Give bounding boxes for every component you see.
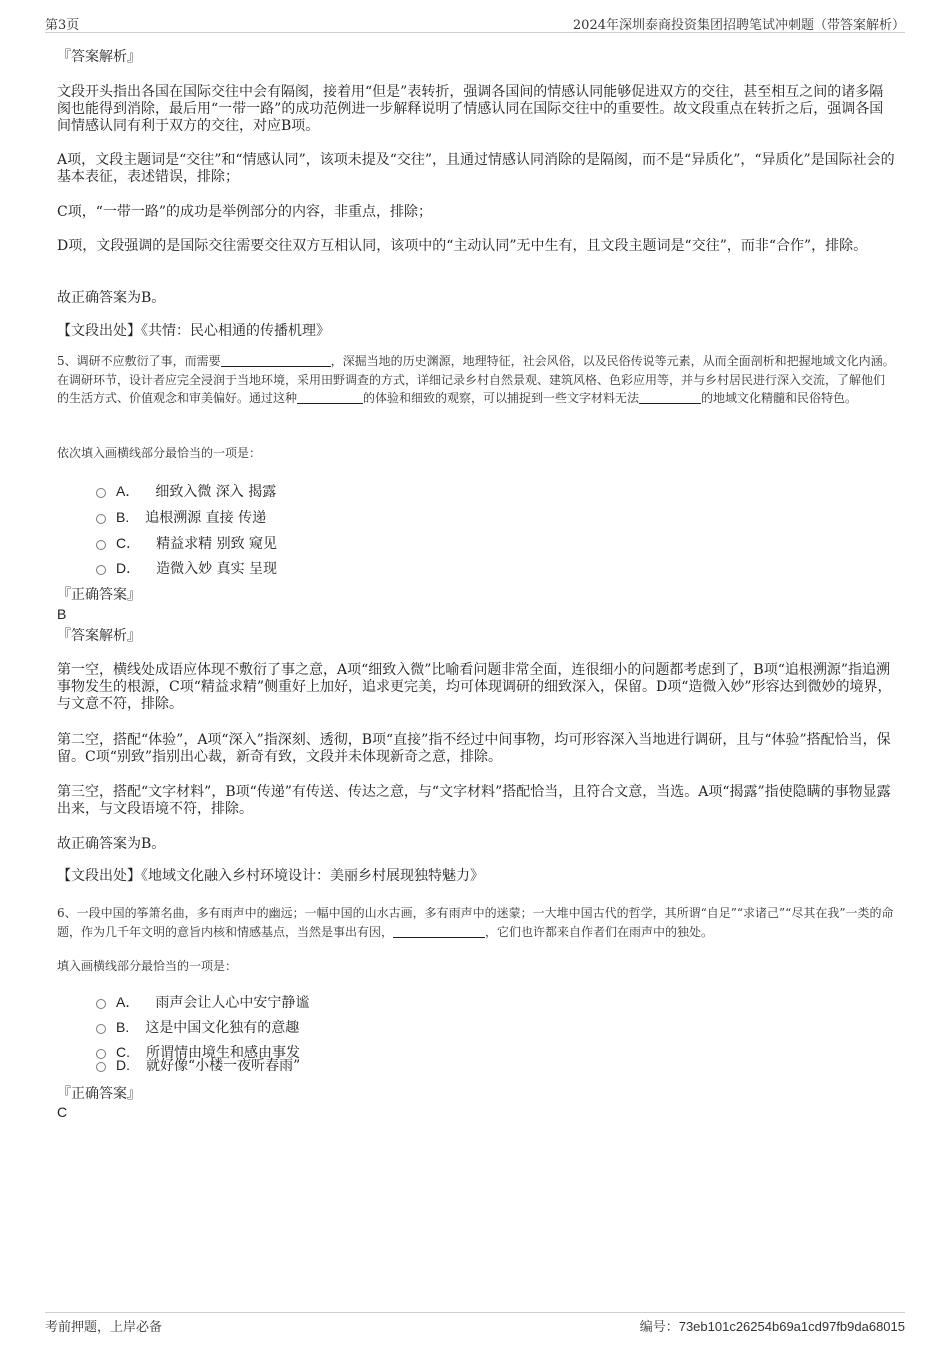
q5-analysis-3: 第三空，搭配“文字材料”，B项“传递”有传送、传达之意，与“文字材料”搭配恰当，且符合文意，当选。A项“揭露”指使隐瞒的事物显露出来，与文段语境不符，排除。 [57,784,891,817]
correct-answer: C [57,1104,68,1120]
page-footer [45,1312,905,1335]
q5-option-d[interactable]: D． 造微入妙 真实 呈现 [96,558,277,578]
question-5-prompt: 依次填入画横线部分最恰当的一项是： [57,446,262,460]
q5-option-a[interactable]: A． 细致入微 深入 揭露 [96,481,276,501]
q5-conclusion: 故正确答案为B。 [57,836,166,852]
q6-option-b[interactable]: B. 这是中国文化独有的意趣 [96,1017,299,1037]
footer-slogan: 考前押题，上岸必备 [45,1320,163,1335]
radio-icon[interactable] [96,514,106,524]
page-number: 第3页 [45,18,80,33]
analysis-label: 『答案解析』 [57,49,141,65]
page-header [45,14,905,33]
q5-analysis-1: 第一空，横线处成语应体现不敷衍了事之意，A项“细致入微”比喻看问题非常全面，连很细小的问题都考虑到了，B项“追根溯源”指追溯事物发生的根源，C项“精益求精”侧重好上加好，追求更完美，均可体现调研的细致深入，保留。D项“造微入妙”形容达到微妙的境界，与文意不符，排除。 [57,662,892,712]
q5-option-c[interactable]: C． 精益求精 别致 窥见 [96,533,277,553]
document-code: 编号：73eb101c26254b69a1cd97fb9da68015 [639,1319,905,1335]
fill-blank-1 [221,354,331,367]
fill-blank-2 [297,391,363,404]
question-6-stem: 6、一段中国的筝箫名曲，多有雨声中的幽远；一幅中国的山水古画，多有雨声中的迷蒙；一大堆中国古代的哲学，其所谓“自足”“求诸己”“尽其在我”一类的命题，作为几千年文明的意旨内核和情感基点，当然是事出有因， ，它们也许都来自作者们在雨声中的独处。 [57,906,894,939]
passage-source: 【文段出处】《地域文化融入乡村环境设计：美丽乡村展现独特魅力》 [57,868,484,884]
correct-answer-label: 『正确答案』 [57,1086,141,1102]
q6-option-a[interactable]: A． 雨声会让人心中安宁静谧 [96,992,309,1012]
radio-icon[interactable] [96,565,106,575]
radio-icon[interactable] [96,1062,106,1072]
fill-blank-1 [393,925,485,938]
correct-answer-label: 『正确答案』 [57,587,141,603]
analysis-conclusion: 故正确答案为B。 [57,290,166,306]
fill-blank-3 [639,391,701,404]
q6-option-c[interactable]: C. 所谓情由境生和感由事发 [96,1042,300,1062]
radio-icon[interactable] [96,999,106,1009]
question-6-prompt: 填入画横线部分最恰当的一项是： [57,959,238,973]
analysis-paragraph-1: 文段开头指出各国在国际交往中会有隔阂，接着用“但是”表转折，强调各国间的情感认同能够促进双方的交往，甚至相互之间的诸多隔阂也能得到消除，最后用“一带一路”的成功范例进一步解释说明了情感认同在国际交往中的重要性。故文段重点在转折之后，强调各国间情感认同有利于双方的交往，对应B项。 [57,84,884,134]
analysis-label: 『答案解析』 [57,628,141,644]
correct-answer: B [57,606,67,622]
q5-option-b[interactable]: B. 追根溯源 直接 传递 [96,507,266,527]
analysis-paragraph-3: C项，“一带一路”的成功是举例部分的内容，非重点，排除； [57,204,433,220]
analysis-paragraph-4: D项，文段强调的是国际交往需要交往双方互相认同，该项中的“主动认同”无中生有，且文段主题词是“交往”，而非“合作”，排除。 [57,238,868,254]
q5-analysis-2: 第二空，搭配“体验”，A项“深入”指深刻、透彻，B项“直接”指不经过中间事物，均可形容深入当地进行调研，且与“体验”搭配恰当，保留。C项“别致”指别出心裁，新奇有致，文段并未体现新奇之意，排除。 [57,732,891,765]
radio-icon[interactable] [96,1024,106,1034]
radio-icon[interactable] [96,488,106,498]
passage-source: 【文段出处】《共情：民心相通的传播机理》 [57,323,330,339]
question-5-stem: 5、调研不应敷衍了事，而需要 ，深掘当地的历史渊源，地理特征，社会风俗，以及民俗传说等元素，从而全面剖析和把握地域文化内涵。在调研环节，设计者应完全浸润于当地环境，采用田野调查的方式，详细记录乡村自然景观、建筑风格、色彩应用等，并与乡村居民进行深入交流，了解他们的生活方式、价值观念和审美偏好。通过这种 的体验和细致的观察，可以捕捉到一些文字材料无法 的地域文化精髓和民俗特色。 [57,354,895,405]
document-title: 2024年深圳泰商投资集团招聘笔试冲刺题（带答案解析） [572,18,905,33]
analysis-paragraph-2: A项，文段主题词是“交往”和“情感认同”，该项未提及“交往”，且通过情感认同消除的是隔阂，而不是“异质化”，“异质化”是国际社会的基本表征，表述错误，排除； [57,152,895,185]
radio-icon[interactable] [96,540,106,550]
q6-option-d[interactable]: D. 就好像“小楼一夜听春雨” [96,1055,300,1075]
